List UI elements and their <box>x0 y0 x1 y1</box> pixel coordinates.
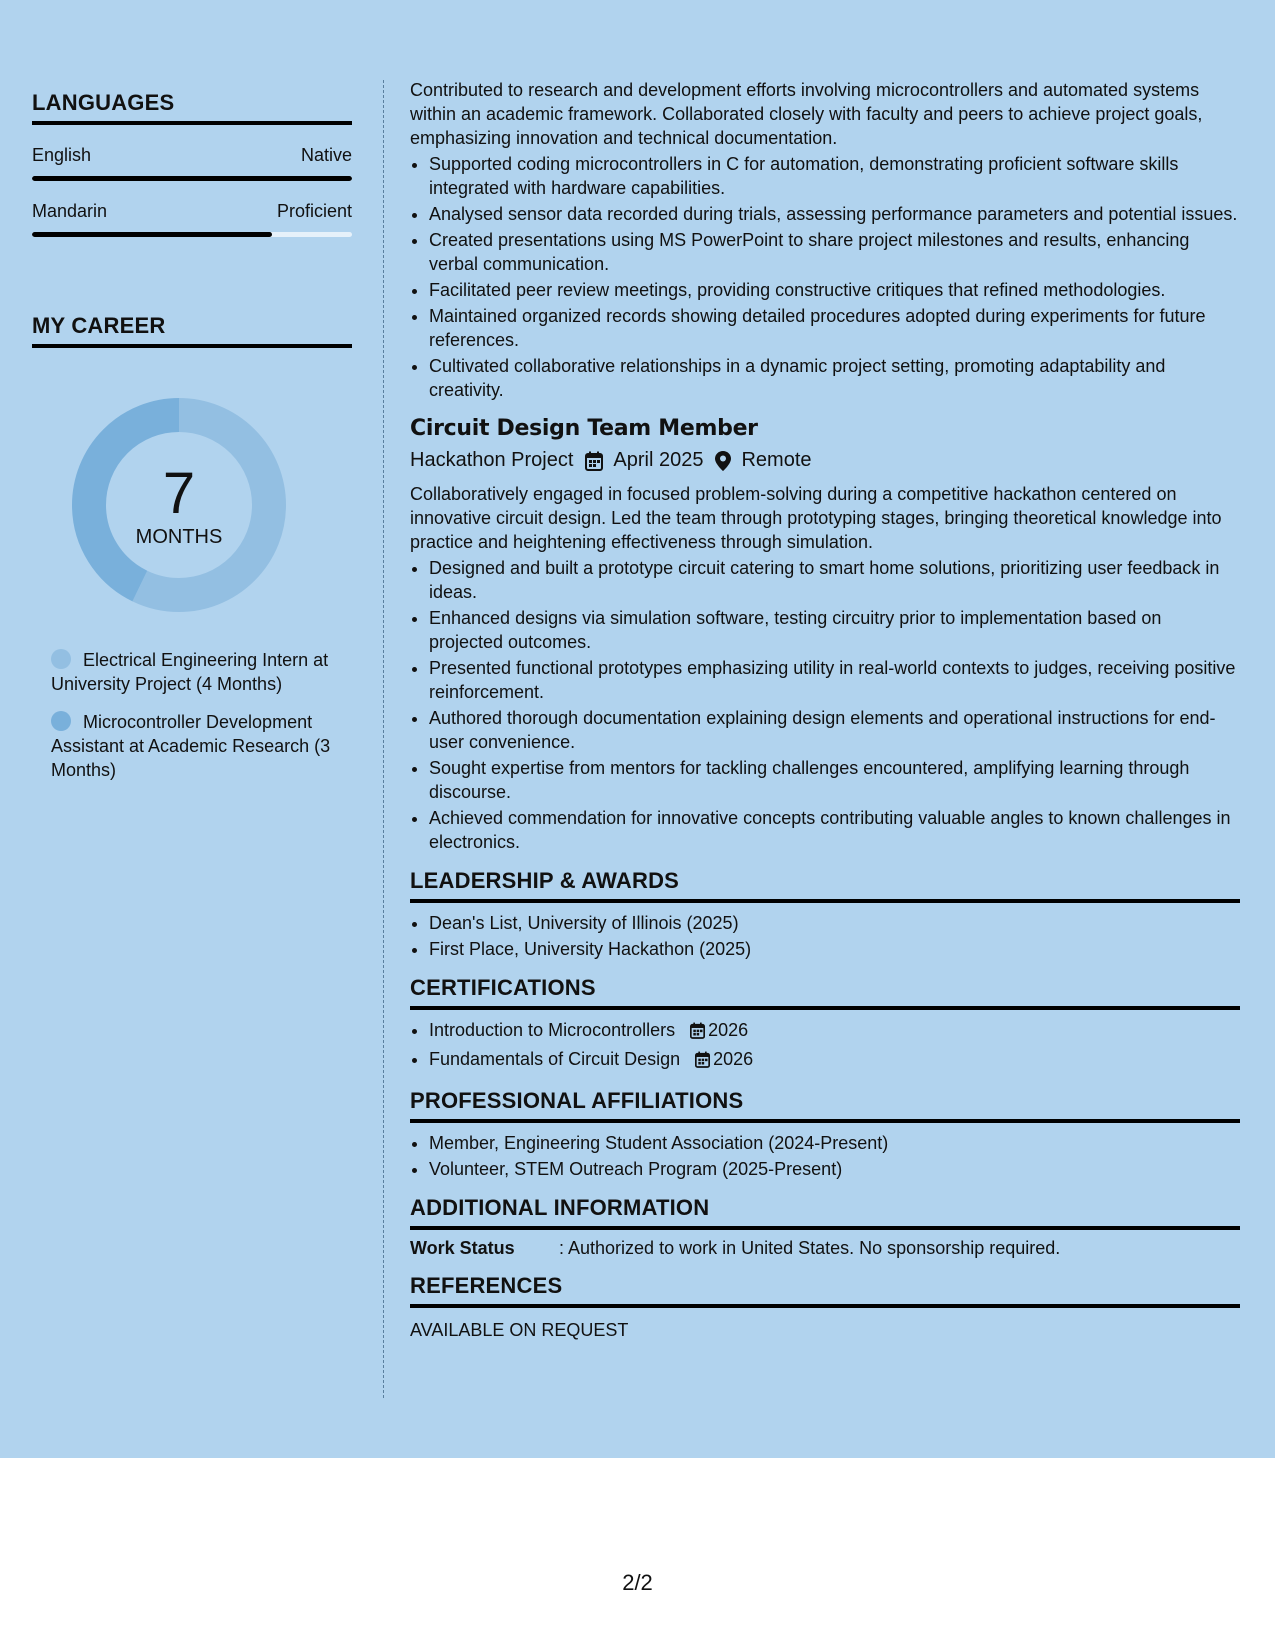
calendar-icon <box>695 1050 710 1074</box>
career-total-unit: MONTHS <box>135 526 223 548</box>
work-status-label: Work Status <box>410 1238 515 1258</box>
experience-bullet: • Presented functional prototypes emphasizing utility in real-world contexts to judges, receiving positive reinforcement. <box>429 656 1240 704</box>
affiliations-section <box>410 1088 1240 1181</box>
certification-item <box>429 1047 1240 1074</box>
language-level: Proficient <box>276 201 352 221</box>
career-total-value: 7 <box>162 461 196 526</box>
language-name: Mandarin <box>32 201 108 221</box>
page-number: 2/2 <box>622 1570 653 1595</box>
certifications-section <box>410 975 1240 1074</box>
languages-heading: LANGUAGES <box>32 90 352 125</box>
language-proficiency-fill <box>32 232 272 237</box>
left-column <box>32 90 352 796</box>
career-legend-label: Microcontroller Development Assistant at Academic Research (3 Months) <box>51 712 331 780</box>
calendar-icon <box>690 1021 705 1045</box>
references-text: AVAILABLE ON REQUEST <box>410 1320 629 1340</box>
experience-bullet: • Sought expertise from mentors for tackling challenges encountered, amplifying learning through discourse. <box>429 756 1240 804</box>
leadership-item: • Dean's List, University of Illinois (2025) <box>429 911 1240 935</box>
affiliations-heading: PROFESSIONAL AFFILIATIONS <box>410 1088 1240 1123</box>
job-organization: Hackathon Project <box>410 449 574 471</box>
experience-entry-research <box>410 78 1240 402</box>
leadership-item: • First Place, University Hackathon (2025) <box>429 937 1240 961</box>
experience-bullet: • Designed and built a prototype circuit catering to smart home solutions, prioritizing user feedback in ideas. <box>429 556 1240 604</box>
language-proficiency-bar <box>32 176 352 181</box>
experience-entry-circuit <box>410 416 1240 854</box>
language-level: Native <box>300 145 352 165</box>
leadership-section <box>410 868 1240 961</box>
job-meta <box>410 449 1240 472</box>
career-legend-item <box>51 710 341 782</box>
experience-bullet: • Enhanced designs via simulation software, testing circuitry prior to implementation based on projected outcomes. <box>429 606 1240 654</box>
language-proficiency-bar <box>32 232 352 237</box>
languages-section <box>32 90 352 237</box>
certification-year: 2026 <box>713 1049 754 1069</box>
experience-bullets <box>410 152 1240 402</box>
certifications-list <box>410 1018 1240 1074</box>
certifications-heading: CERTIFICATIONS <box>410 975 1240 1010</box>
job-title: Circuit Design Team Member <box>410 416 758 441</box>
leadership-heading: LEADERSHIP & AWARDS <box>410 868 1240 903</box>
language-name: English <box>32 145 92 165</box>
certification-name: Introduction to Microcontrollers <box>429 1020 676 1040</box>
map-pin-icon <box>715 451 731 471</box>
certification-year: 2026 <box>708 1020 749 1040</box>
column-divider <box>383 80 384 1398</box>
career-donut-chart <box>66 392 292 618</box>
additional-info-heading: ADDITIONAL INFORMATION <box>410 1195 1240 1230</box>
affiliations-list <box>410 1131 1240 1181</box>
career-legend <box>51 648 341 782</box>
experience-bullet: • Authored thorough documentation explaining design elements and operational instructions for end-user convenience. <box>429 706 1240 754</box>
career-legend-item <box>51 648 341 696</box>
career-heading: MY CAREER <box>32 313 352 348</box>
work-status-value: : Authorized to work in United States. No sponsorship required. <box>559 1238 1061 1258</box>
experience-summary: Collaboratively engaged in focused problem-solving during a competitive hackathon centered on innovative circuit design. Led the team through prototyping stages, bringing theoretical knowledge into practice and heightening effectiveness through simulation. <box>410 484 1222 552</box>
right-column <box>410 78 1240 1341</box>
legend-dot <box>51 711 71 731</box>
experience-bullet: • Maintained organized records showing detailed procedures adopted during experiments for future references. <box>429 304 1240 352</box>
experience-bullets <box>410 556 1240 854</box>
experience-bullet: • Achieved commendation for innovative concepts contributing valuable angles to known challenges in electronics. <box>429 806 1240 854</box>
calendar-icon <box>585 451 603 471</box>
experience-bullet: • Supported coding microcontrollers in C for automation, demonstrating proficient software skills integrated with hardware capabilities. <box>429 152 1240 200</box>
experience-summary: Contributed to research and development efforts involving microcontrollers and automated systems within an academic framework. Collaborated closely with faculty and peers to achieve project goals, emphasizing innovation and technical documentation. <box>410 80 1203 148</box>
language-proficiency-fill <box>32 176 352 181</box>
language-item-mandarin <box>32 201 352 237</box>
certification-item <box>429 1018 1240 1045</box>
experience-bullet: • Analysed sensor data recorded during trials, assessing performance parameters and potential issues. <box>429 202 1240 226</box>
work-status-row <box>410 1238 1240 1259</box>
language-item-english <box>32 145 352 181</box>
references-heading: REFERENCES <box>410 1273 1240 1308</box>
additional-info-section <box>410 1195 1240 1259</box>
experience-bullet: • Cultivated collaborative relationships in a dynamic project setting, promoting adaptability and creativity. <box>429 354 1240 402</box>
affiliation-item: • Volunteer, STEM Outreach Program (2025-Present) <box>429 1157 1240 1181</box>
job-location: Remote <box>741 449 812 471</box>
leadership-list <box>410 911 1240 961</box>
certification-name: Fundamentals of Circuit Design <box>429 1049 681 1069</box>
experience-bullet: • Facilitated peer review meetings, providing constructive critiques that refined methodologies. <box>429 278 1240 302</box>
affiliation-item: • Member, Engineering Student Association (2024-Present) <box>429 1131 1240 1155</box>
job-date: April 2025 <box>613 449 704 471</box>
experience-bullet: • Created presentations using MS PowerPoint to share project milestones and results, enhancing verbal communication. <box>429 228 1240 276</box>
legend-dot <box>51 649 71 669</box>
references-section <box>410 1273 1240 1341</box>
career-section <box>32 313 352 782</box>
career-legend-label: Electrical Engineering Intern at University Project (4 Months) <box>51 650 329 694</box>
